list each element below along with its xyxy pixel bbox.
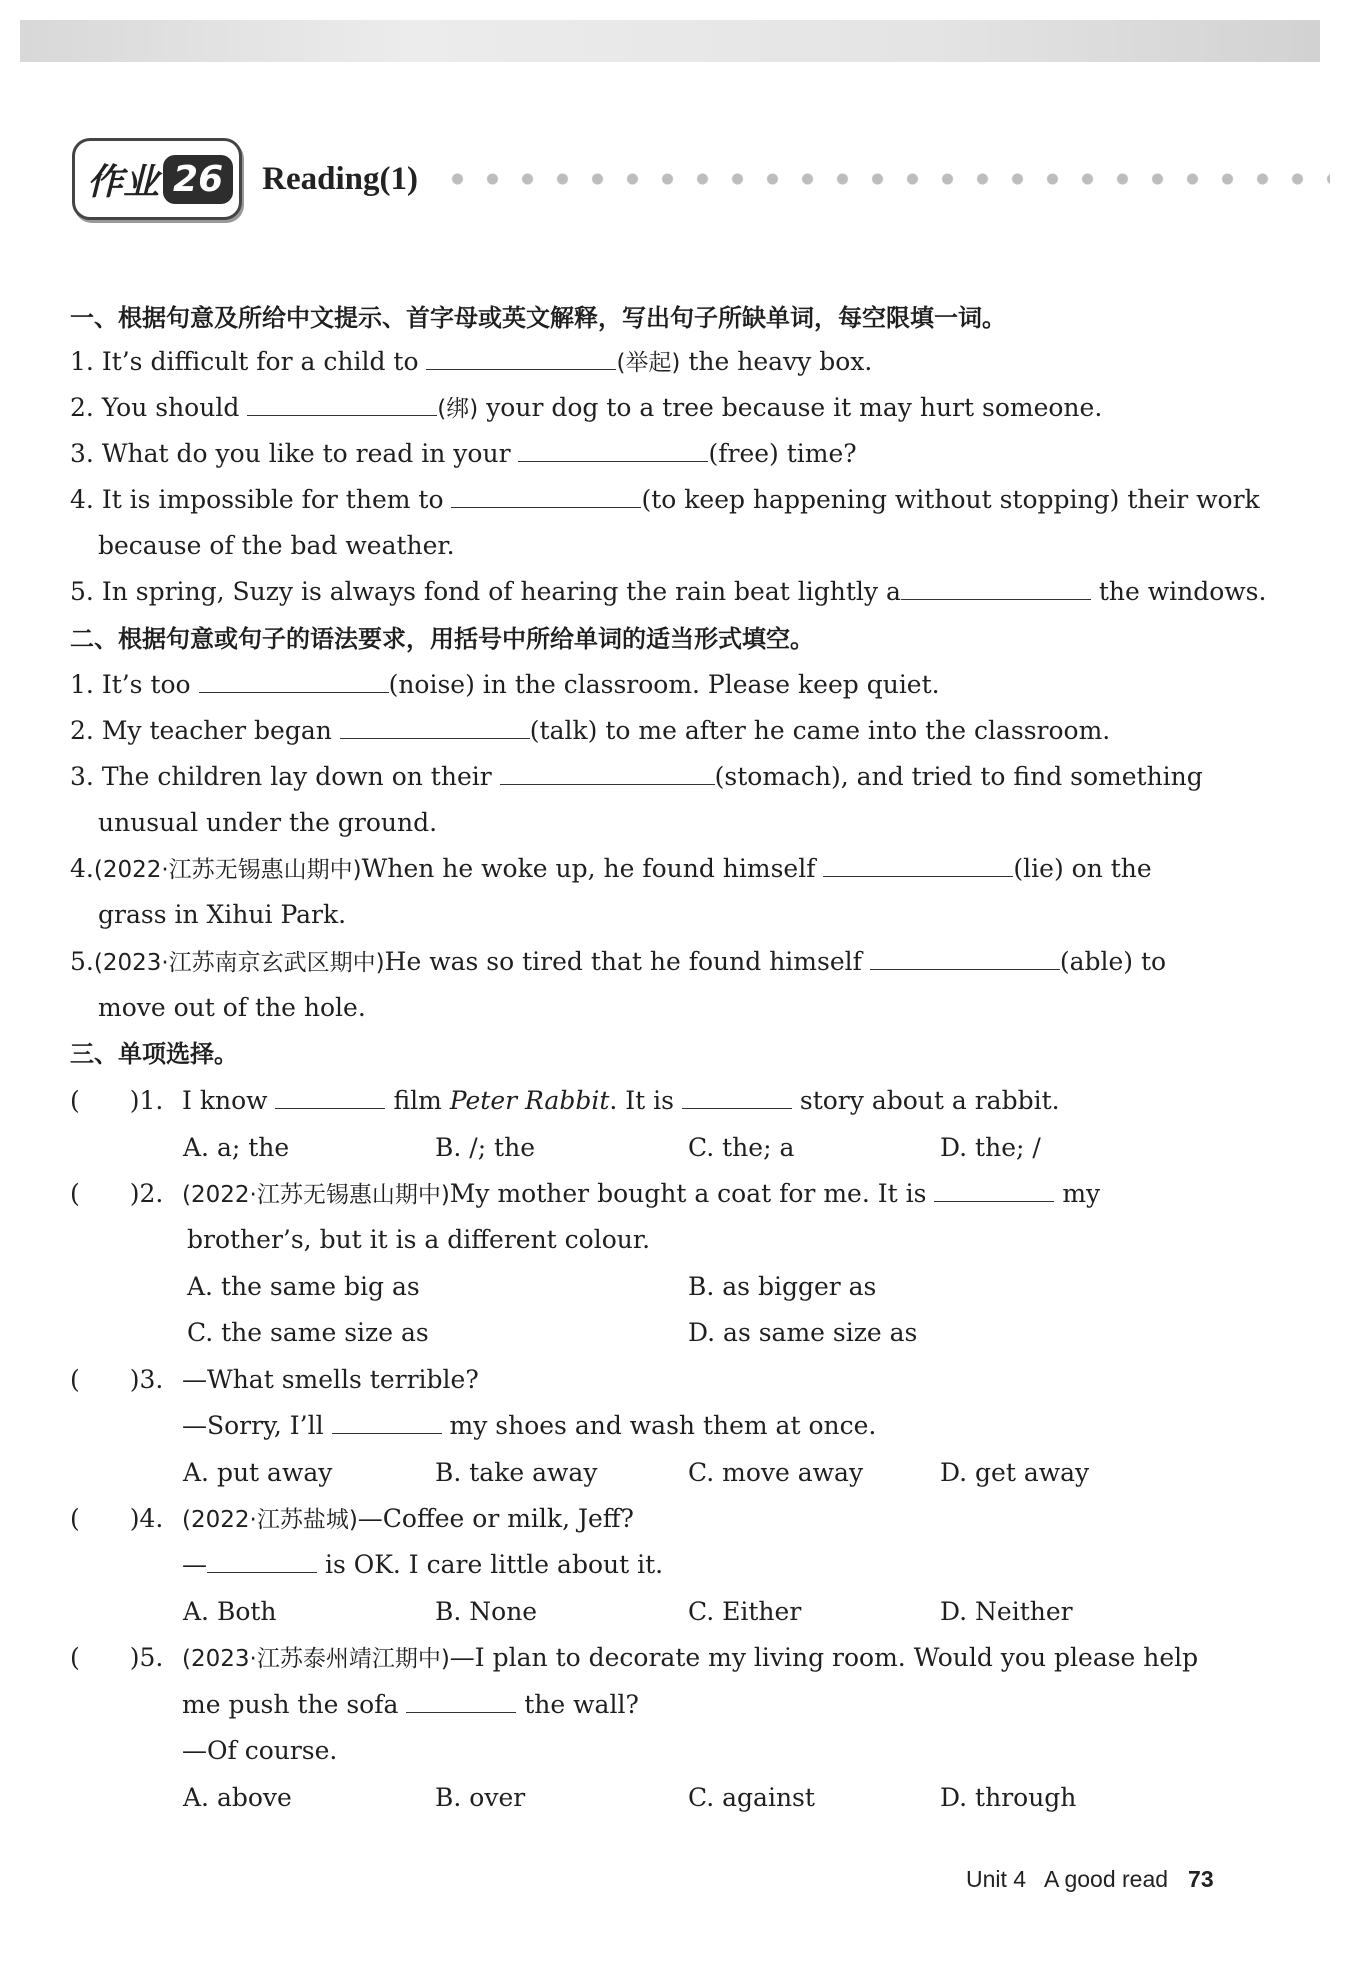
assignment-badge bbox=[72, 138, 242, 220]
answer-blank[interactable] bbox=[340, 710, 530, 739]
question-number: 3. bbox=[70, 439, 94, 468]
question-text: It’s difficult for a child to bbox=[101, 347, 419, 376]
mc1-option-d[interactable]: D. the; / bbox=[940, 1133, 1041, 1162]
question-text: film bbox=[393, 1086, 442, 1115]
badge-number: 26 bbox=[163, 155, 233, 204]
open-paren: ( bbox=[70, 1365, 80, 1394]
s2-question-3 bbox=[70, 755, 1240, 799]
question-text: The children lay down on their bbox=[101, 762, 492, 791]
question-number: 2. bbox=[70, 716, 94, 745]
answer-blank[interactable] bbox=[451, 479, 641, 508]
first-letter-hint: a bbox=[885, 577, 901, 606]
answer-bracket[interactable] bbox=[70, 1636, 163, 1680]
mc4-option-c[interactable]: C. Either bbox=[688, 1597, 802, 1626]
s2-question-3-cont: unusual under the ground. bbox=[98, 808, 438, 837]
question-text: (to keep happening without stopping) their work bbox=[641, 485, 1260, 514]
mc5-option-a[interactable]: A. above bbox=[183, 1783, 292, 1812]
question-text: the windows. bbox=[1098, 577, 1267, 606]
answer-blank[interactable] bbox=[870, 941, 1060, 970]
question-number: )1. bbox=[129, 1086, 164, 1115]
question-number: )4. bbox=[129, 1504, 164, 1533]
question-number: 5. bbox=[70, 577, 94, 606]
assignment-header bbox=[72, 138, 418, 220]
question-text: You should bbox=[101, 393, 240, 422]
question-text: is OK. I care little about it. bbox=[324, 1550, 664, 1579]
s2-question-5-cont: move out of the hole. bbox=[98, 993, 366, 1022]
source-note: (2022·江苏无锡惠山期中) bbox=[93, 857, 362, 883]
answer-blank[interactable] bbox=[934, 1173, 1054, 1202]
source-note: (2023·江苏泰州靖江期中) bbox=[182, 1646, 450, 1672]
s1-question-3 bbox=[70, 432, 1240, 476]
answer-blank[interactable] bbox=[406, 1684, 516, 1713]
question-text: In spring, Suzy is always fond of hearing the rain beat lightly bbox=[101, 577, 879, 606]
mc5-option-d[interactable]: D. through bbox=[940, 1783, 1077, 1812]
answer-bracket[interactable] bbox=[70, 1358, 163, 1402]
answer-bracket[interactable] bbox=[70, 1497, 163, 1541]
answer-blank[interactable] bbox=[518, 433, 708, 462]
question-text: (stomach), and tried to find something bbox=[714, 762, 1203, 791]
s1-question-1 bbox=[70, 340, 1240, 385]
answer-blank[interactable] bbox=[901, 571, 1091, 600]
open-paren: ( bbox=[70, 1504, 80, 1533]
mc3-option-a[interactable]: A. put away bbox=[183, 1458, 333, 1487]
question-text: (noise) in the classroom. Please keep quiet. bbox=[388, 670, 940, 699]
mc-question-5-cont bbox=[182, 1683, 639, 1727]
question-text: me push the sofa bbox=[182, 1690, 399, 1719]
chinese-hint: (举起) bbox=[616, 350, 681, 376]
mc-question-3: —What smells terrible? bbox=[182, 1365, 479, 1394]
question-text: your dog to a tree because it may hurt someone. bbox=[486, 393, 1103, 422]
section3-heading: 三、单项选择。 bbox=[70, 1040, 238, 1068]
mc2-option-b[interactable]: B. as bigger as bbox=[688, 1272, 877, 1301]
question-number: 3. bbox=[70, 762, 94, 791]
question-text: —Coffee or milk, Jeff? bbox=[357, 1504, 634, 1533]
question-number: 5. bbox=[70, 947, 94, 976]
question-text: What do you like to read in your bbox=[101, 439, 511, 468]
question-text: My teacher began bbox=[101, 716, 332, 745]
s1-question-5 bbox=[70, 570, 1267, 614]
unit-label: Unit 4 A good read bbox=[966, 1866, 1169, 1892]
s1-question-4-cont: because of the bad weather. bbox=[98, 531, 455, 560]
mc2-option-c[interactable]: C. the same size as bbox=[187, 1318, 429, 1347]
question-text: the wall? bbox=[524, 1690, 639, 1719]
question-text: He was so tired that he found himself bbox=[384, 947, 862, 976]
mc1-option-b[interactable]: B. /; the bbox=[435, 1133, 535, 1162]
page-footer bbox=[966, 1866, 1214, 1893]
question-text: —Sorry, I’ll bbox=[182, 1411, 324, 1440]
dotted-divider bbox=[440, 172, 1330, 186]
source-note: (2022·江苏无锡惠山期中) bbox=[182, 1182, 450, 1208]
question-text: my bbox=[1062, 1179, 1101, 1208]
mc1-option-c[interactable]: C. the; a bbox=[688, 1133, 795, 1162]
mc-question-2 bbox=[182, 1172, 1100, 1217]
s2-question-4-cont: grass in Xihui Park. bbox=[98, 900, 347, 929]
chinese-hint: (绑) bbox=[437, 396, 479, 422]
question-text: my shoes and wash them at once. bbox=[449, 1411, 877, 1440]
mc4-option-a[interactable]: A. Both bbox=[183, 1597, 277, 1626]
question-text: story about a rabbit. bbox=[799, 1086, 1060, 1115]
page-number: 73 bbox=[1188, 1866, 1214, 1892]
mc3-option-c[interactable]: C. move away bbox=[688, 1458, 864, 1487]
question-text: It is impossible for them to bbox=[101, 485, 444, 514]
mc-question-4-reply bbox=[182, 1543, 663, 1587]
question-number: 4. bbox=[70, 485, 94, 514]
page-title: Reading(1) bbox=[262, 160, 418, 197]
mc-question-4 bbox=[182, 1497, 634, 1542]
question-text: (lie) on the bbox=[1013, 854, 1152, 883]
open-paren: ( bbox=[70, 1086, 80, 1115]
s1-question-2 bbox=[70, 386, 1240, 431]
section1-heading: 一、根据句意及所给中文提示、首字母或英文解释，写出句子所缺单词，每空限填一词。 bbox=[70, 304, 1006, 332]
question-text: (able) to bbox=[1059, 947, 1167, 976]
s2-question-2 bbox=[70, 709, 1240, 753]
mc-question-1 bbox=[182, 1079, 1060, 1123]
question-text: . It is bbox=[609, 1086, 674, 1115]
question-number: )3. bbox=[129, 1365, 164, 1394]
question-number: 4. bbox=[70, 854, 94, 883]
answer-blank[interactable] bbox=[275, 1080, 385, 1109]
mc4-option-b[interactable]: B. None bbox=[435, 1597, 538, 1626]
badge-text: 作业 bbox=[87, 161, 160, 203]
mc5-option-b[interactable]: B. over bbox=[435, 1783, 526, 1812]
question-text: —I plan to decorate my living room. Would you please help bbox=[449, 1643, 1199, 1672]
answer-blank[interactable] bbox=[332, 1405, 442, 1434]
mc4-option-d[interactable]: D. Neither bbox=[940, 1597, 1073, 1626]
s1-question-4 bbox=[70, 478, 1260, 522]
mc2-option-d[interactable]: D. as same size as bbox=[688, 1318, 918, 1347]
film-title: Peter Rabbit bbox=[449, 1086, 610, 1115]
answer-blank[interactable] bbox=[207, 1544, 317, 1573]
source-note: (2022·江苏盐城) bbox=[182, 1507, 358, 1533]
open-paren: ( bbox=[70, 1179, 80, 1208]
question-text: When he woke up, he found himself bbox=[361, 854, 816, 883]
open-paren: ( bbox=[70, 1643, 80, 1672]
answer-blank[interactable] bbox=[426, 341, 616, 370]
answer-bracket[interactable] bbox=[70, 1172, 163, 1216]
mc2-option-a[interactable]: A. the same big as bbox=[187, 1272, 420, 1301]
answer-bracket[interactable] bbox=[70, 1079, 163, 1123]
mc-question-5-reply: —Of course. bbox=[182, 1736, 338, 1765]
s2-question-4 bbox=[70, 847, 1240, 892]
question-number: 2. bbox=[70, 393, 94, 422]
s2-question-5 bbox=[70, 940, 1240, 985]
mc-question-3-reply bbox=[182, 1404, 876, 1448]
section2-heading: 二、根据句意或句子的语法要求，用括号中所给单词的适当形式填空。 bbox=[70, 625, 814, 653]
question-number: 1. bbox=[70, 670, 94, 699]
question-text: — bbox=[182, 1550, 207, 1579]
mc1-option-a[interactable]: A. a; the bbox=[183, 1133, 290, 1162]
s2-question-1 bbox=[70, 663, 1240, 707]
question-number: )2. bbox=[129, 1179, 164, 1208]
question-number: )5. bbox=[129, 1643, 164, 1672]
answer-blank[interactable] bbox=[247, 387, 437, 416]
answer-blank[interactable] bbox=[500, 756, 715, 785]
mc-question-2-cont: brother’s, but it is a different colour. bbox=[187, 1225, 651, 1254]
mc5-option-c[interactable]: C. against bbox=[688, 1783, 815, 1812]
answer-blank[interactable] bbox=[199, 664, 389, 693]
question-text: It’s too bbox=[101, 670, 191, 699]
question-text: (free) time? bbox=[708, 439, 857, 468]
mc-question-5 bbox=[182, 1636, 1198, 1681]
mc3-option-d[interactable]: D. get away bbox=[940, 1458, 1090, 1487]
question-text: (talk) to me after he came into the classroom. bbox=[529, 716, 1111, 745]
question-text: the heavy box. bbox=[688, 347, 873, 376]
question-number: 1. bbox=[70, 347, 94, 376]
question-text: My mother bought a coat for me. It is bbox=[449, 1179, 927, 1208]
source-note: (2023·江苏南京玄武区期中) bbox=[93, 950, 385, 976]
answer-blank[interactable] bbox=[682, 1080, 792, 1109]
answer-blank[interactable] bbox=[823, 848, 1013, 877]
mc3-option-b[interactable]: B. take away bbox=[435, 1458, 598, 1487]
question-text: I know bbox=[182, 1086, 268, 1115]
